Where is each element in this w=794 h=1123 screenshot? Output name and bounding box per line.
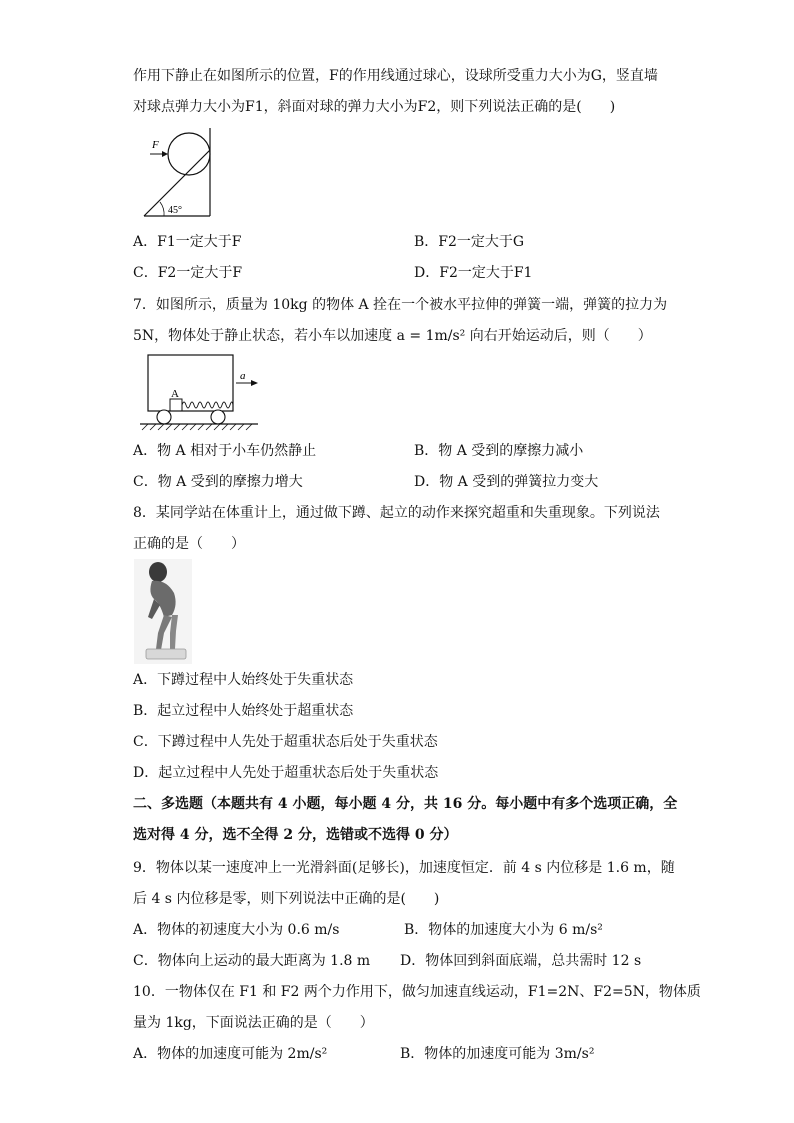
- q9-option-c[interactable]: C．物体向上运动的最大距离为 1.8 m: [133, 953, 371, 969]
- q6-option-c[interactable]: C．F2一定大于F: [133, 265, 243, 281]
- q7-option-c[interactable]: C．物 A 受到的摩擦力增大: [133, 474, 303, 490]
- block-label: A: [171, 388, 179, 400]
- accel-label: a: [240, 370, 246, 382]
- q9-option-a[interactable]: A．物体的初速度大小为 0.6 m/s: [133, 922, 340, 938]
- q9-option-b[interactable]: B．物体的加速度大小为 6 m/s²: [404, 922, 603, 938]
- ground-hatch: [142, 424, 252, 430]
- block-a: [170, 399, 182, 411]
- q10-line-1: 10．一物体仅在 F1 和 F2 两个力作用下，做匀加速直线运动，F1=2N、F2=5N，物体质: [133, 984, 701, 1000]
- q6-line-1: 作用下静止在如图所示的位置，F的作用线通过球心，设球所受重力大小为G，竖直墙: [133, 68, 658, 84]
- section2-heading-line-2: 选对得 4 分，选不全得 2 分，选错或不选得 0 分）: [133, 827, 458, 843]
- scale-platform: [146, 649, 186, 659]
- q9-option-d[interactable]: D．物体回到斜面底端，总共需时 12 s: [400, 953, 642, 969]
- q8-line-2: 正确的是（ ）: [133, 536, 245, 552]
- force-arrow-head: [162, 151, 168, 157]
- q7-option-d[interactable]: D．物 A 受到的弹簧拉力变大: [414, 474, 599, 490]
- q7-cart-spring-figure: [138, 353, 268, 433]
- q6-option-a[interactable]: A．F1一定大于F: [133, 234, 242, 250]
- q7-line-1: 7．如图所示，质量为 10kg 的物体 A 拴在一个被水平拉伸的弹簧一端，弹簧的拉力为: [133, 297, 668, 313]
- ball-circle: [168, 133, 210, 175]
- spring-coil: [182, 402, 233, 408]
- accel-arrow-head: [251, 380, 258, 386]
- cart-wheel-right: [211, 410, 225, 424]
- q8-option-b[interactable]: B．起立过程中人始终处于超重状态: [133, 703, 354, 719]
- q6-ball-incline-figure: [140, 126, 220, 218]
- q8-option-c[interactable]: C．下蹲过程中人先处于超重状态后处于失重状态: [133, 734, 438, 750]
- person-head: [149, 562, 167, 582]
- q8-option-d[interactable]: D．起立过程中人先处于超重状态后处于失重状态: [133, 765, 439, 781]
- q7-option-b[interactable]: B．物 A 受到的摩擦力减小: [414, 443, 584, 459]
- q6-option-d[interactable]: D．F2一定大于F1: [414, 265, 533, 281]
- force-label: F: [152, 139, 159, 151]
- q8-option-a[interactable]: A．下蹲过程中人始终处于失重状态: [133, 672, 354, 688]
- angle-arc: [160, 202, 164, 216]
- section2-heading-line-1: 二、多选题（本题共有 4 小题，每小题 4 分，共 16 分。每小题中有多个选项正确，全: [133, 796, 678, 812]
- q10-option-b[interactable]: B．物体的加速度可能为 3m/s²: [400, 1046, 595, 1062]
- q10-option-a[interactable]: A．物体的加速度可能为 2m/s²: [133, 1046, 328, 1062]
- q10-line-2: 量为 1kg，下面说法正确的是（ ）: [133, 1015, 374, 1031]
- cart-body: [148, 355, 233, 411]
- q8-line-1: 8．某同学站在体重计上，通过做下蹲、起立的动作来探究超重和失重现象。下列说法: [133, 505, 660, 521]
- q6-option-b[interactable]: B．F2一定大于G: [414, 234, 525, 250]
- cart-wheel-left: [157, 410, 171, 424]
- q6-line-2: 对球点弹力大小为F1，斜面对球的弹力大小为F2，则下列说法正确的是( ): [133, 99, 616, 115]
- q7-line-2: 5N，物体处于静止状态，若小车以加速度 a = 1m/s² 向右开始运动后，则（ ）: [133, 328, 652, 344]
- angle-label: 45°: [168, 205, 182, 216]
- q9-line-2: 后 4 s 内位移是零，则下列说法中正确的是( ): [133, 891, 440, 907]
- q9-line-1: 9．物体以某一速度冲上一光滑斜面(足够长)，加速度恒定．前 4 s 内位移是 1.6 m，随: [133, 860, 675, 876]
- q7-option-a[interactable]: A．物 A 相对于小车仍然静止: [133, 443, 317, 459]
- q8-person-squat-photo: [134, 559, 192, 664]
